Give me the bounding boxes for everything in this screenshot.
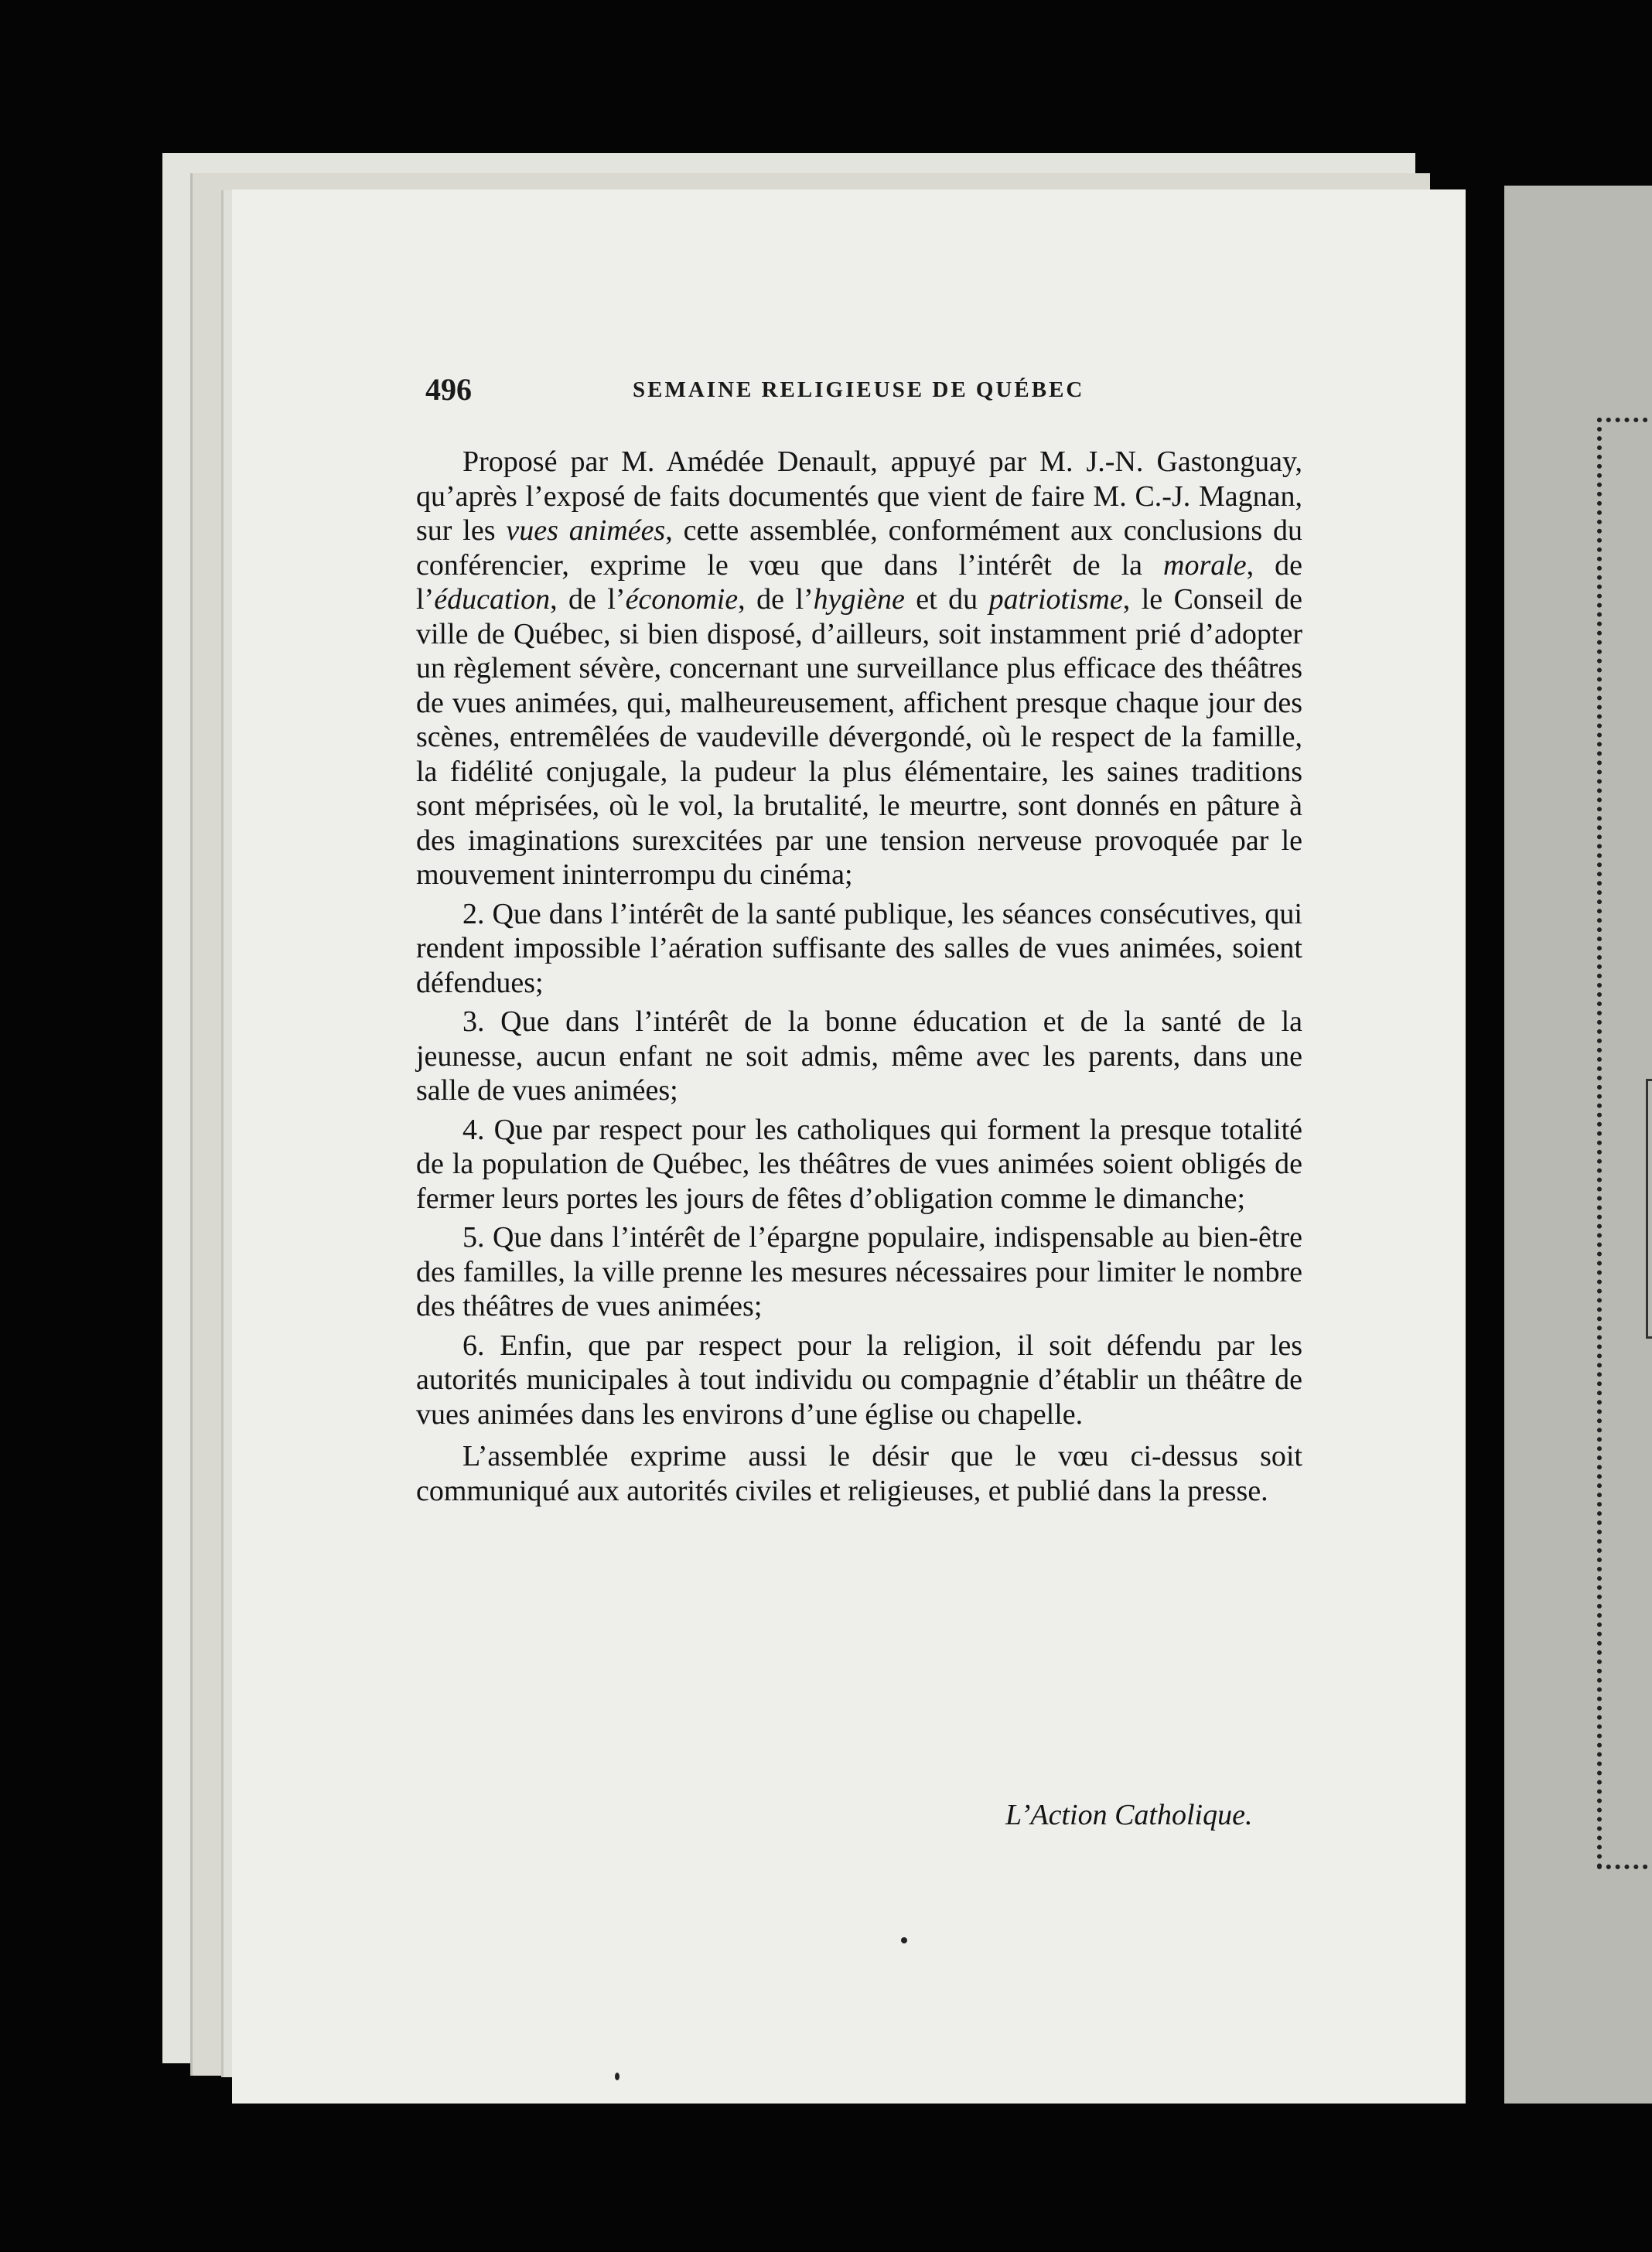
paragraph-item-5: 5. Que dans l’intérêt de l’épargne populaire, indispensable au bien-être des familles, la ville prenne les mesures nécessaires pour limiter le nombre des théâtres de vues animées; (416, 1221, 1302, 1322)
italic-run: patriotisme (988, 583, 1123, 616)
text-run: , cette assemblée, conformément aux conclusions du conférencier, exprime le vœu que dans l’intérêt de la (416, 514, 1303, 582)
signature: L’Action Catholique. (1005, 1799, 1253, 1831)
text-run: , de l’ (416, 548, 1302, 616)
running-header (425, 371, 1454, 418)
paragraph-item-6: 6. Enfin, que par respect pour la religion, il soit défendu par les autorités municipales à tout individu ou compagnie d’établir un théâtre de vues animées dans les environs d’une église ou chapelle. (416, 1329, 1302, 1431)
article-body (416, 445, 1302, 1513)
journal-title: SEMAINE RELIGIEUSE DE QUÉBEC (633, 377, 1085, 402)
italic-run: vues animées (506, 514, 666, 547)
paragraph-item-3: 3. Que dans l’intérêt de la bonne éducation et de la santé de la jeunesse, aucun enfant ne soit admis, même avec les parents, dans une salle de vues animées; (416, 1005, 1302, 1107)
page-number: 496 (425, 372, 472, 407)
text-run: , le Conseil de ville de Québec, si bien disposé, d’ailleurs, soit instamment prié d’adopter un règlement sévère, concernant une surveillance plus efficace des théâtres de vues animées, qui, malheureusement, affichent presque chaque jour des scènes, entremêlées de vaudeville dévergondé, où le respect de la famille, la fidélité conjugale, la pudeur la plus élémentaire, les saines traditions sont méprisées, où le vol, la brutalité, le meurtre, sont donnés en pâture à des imaginations surexcitées par une tension nerveuse provoquée par le mouvement ininterrompu du cinéma; (416, 583, 1302, 891)
paragraph-item-4: 4. Que par respect pour les catholiques qui forment la presque totalité de la population de Québec, les théâtres de vues animées soient obligés de fermer leurs portes les jours de fêtes d’obligation comme le dimanche; (416, 1113, 1302, 1215)
text-run: Proposé par M. Amédée Denault, appuyé par M. J.-N. Gastonguay, qu’après l’exposé de faits documentés que vient de faire M. C.-J. Magnan, sur les (416, 445, 1302, 547)
text-run: , de l’ (738, 583, 814, 616)
text-run: , de l’ (550, 583, 626, 616)
paragraph-resolution (416, 445, 1302, 892)
text-run: et du (904, 583, 989, 616)
italic-run: hygiène (813, 583, 905, 616)
speck (901, 1937, 907, 1943)
decorative-box (1646, 1079, 1652, 1339)
italic-run: morale (1163, 548, 1247, 582)
speck (615, 2073, 620, 2080)
italic-run: économie (625, 583, 739, 616)
paragraph-item-2: 2. Que dans l’intérêt de la santé publique, les séances consécutives, qui rendent impossible l’aération suffisante des salles de vues animées, soient défendues; (416, 897, 1302, 999)
paragraph-closing: L’assemblée exprime aussi le désir que le vœu ci-dessus soit communiqué aux autorités civiles et religieuses, et publié dans la presse. (416, 1440, 1302, 1507)
italic-run: éducation (434, 583, 551, 616)
decorative-border (1597, 418, 1652, 1869)
